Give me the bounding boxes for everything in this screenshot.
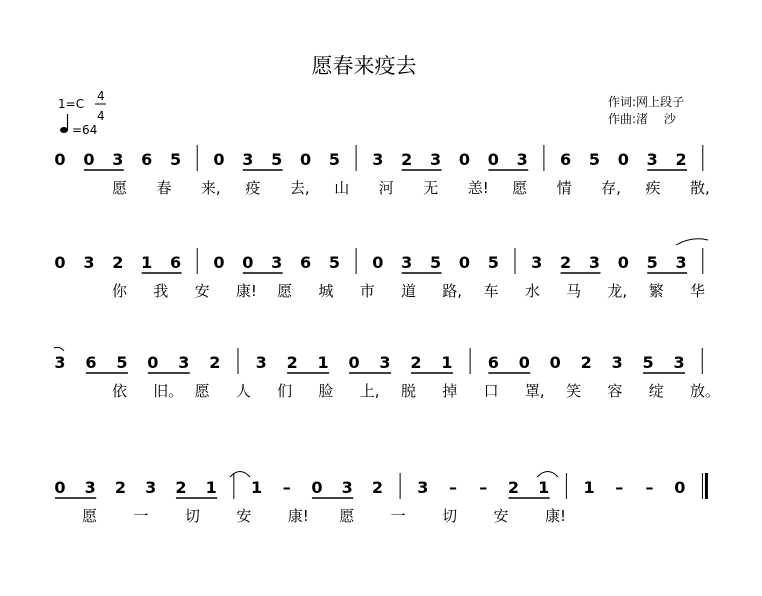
lyric-syllable: 掉 [442, 382, 458, 400]
note: 1 [141, 253, 153, 272]
note: 1 [317, 353, 329, 372]
note: 0 [147, 353, 159, 372]
note: 5 [588, 150, 601, 169]
note: – [645, 478, 654, 497]
lyricist-credit: 作词:网上段子 [608, 95, 685, 109]
note: 0 [213, 253, 225, 272]
lyric-syllable: 绽 [648, 382, 664, 400]
lyric-syllable: 存, [601, 179, 621, 197]
lyric-syllable: 无 [423, 179, 439, 197]
lyric-syllable: 疫 [245, 179, 261, 197]
note: 0 [54, 253, 66, 272]
lyric-syllable: 我 [153, 282, 169, 300]
note: 2 [580, 353, 592, 372]
lyric-syllable: 疾 [645, 179, 661, 197]
lyric-syllable: 道 [401, 282, 417, 300]
lyric-syllable: 华 [690, 282, 706, 300]
note: 0 [518, 353, 530, 372]
lyric-syllable: 上, [359, 382, 380, 400]
note: 2 [401, 150, 413, 169]
time-signature-bottom: 4 [97, 109, 105, 123]
lyric-syllable: 安 [493, 507, 509, 525]
note: 0 [372, 253, 384, 272]
note: 1 [205, 478, 217, 497]
note: 3 [588, 253, 601, 272]
note: 3 [341, 478, 353, 497]
note: 3 [379, 353, 391, 372]
lyric-syllable: 口 [483, 382, 499, 400]
lyric-syllable: 去, [289, 179, 310, 197]
lyric-syllable: 车 [483, 282, 499, 300]
note: 6 [169, 253, 182, 272]
note: 6 [85, 353, 97, 372]
lyric-syllable: 一 [133, 507, 149, 525]
note: 3 [112, 150, 124, 169]
lyric-syllable: 脱 [401, 382, 417, 400]
time-signature-top: 4 [97, 89, 105, 103]
lyric-syllable: 康! [287, 507, 309, 525]
lyric-syllable: 依 [112, 382, 128, 400]
note: 6 [299, 253, 312, 272]
note: 0 [549, 353, 561, 372]
lyric-syllable: 放。 [690, 382, 721, 400]
key-label: 1=C [58, 97, 85, 111]
note: 3 [516, 150, 528, 169]
lyric-syllable: 愿 [112, 179, 128, 197]
note: 0 [458, 150, 471, 169]
note: 3 [271, 253, 283, 272]
lyric-syllable: 繁 [648, 282, 664, 300]
note: 0 [617, 150, 629, 169]
lyric-syllable: 马 [566, 282, 582, 300]
staff-system [54, 348, 720, 400]
note: 5 [642, 353, 654, 372]
note: 0 [674, 478, 686, 497]
lyric-syllable: 愿 [512, 179, 528, 197]
note: 3 [675, 253, 687, 272]
lyric-syllable: 愿 [339, 507, 355, 525]
note: 2 [175, 478, 187, 497]
lyric-syllable: 脸 [318, 382, 334, 400]
lyric-syllable: 市 [359, 282, 375, 300]
note: 3 [401, 253, 413, 272]
lyric-syllable: 安 [194, 282, 210, 300]
quarter-note-icon [60, 114, 68, 133]
note: 0 [299, 150, 312, 169]
note: 5 [429, 253, 442, 272]
lyric-syllable: 切 [184, 507, 200, 525]
note: 5 [116, 353, 128, 372]
note: 3 [673, 353, 685, 372]
note: 1 [583, 478, 595, 497]
lyric-syllable: 你 [112, 282, 128, 300]
lyric-syllable: 龙, [607, 282, 628, 300]
note: 5 [328, 253, 341, 272]
staff-systems [54, 145, 720, 525]
lyric-syllable: 山 [334, 179, 350, 197]
song-title: 愿春来疫去 [311, 54, 417, 78]
note: 2 [507, 478, 520, 497]
note: 0 [458, 253, 471, 272]
note: 6 [487, 353, 499, 372]
note: – [449, 478, 458, 497]
lyric-syllable: 河 [378, 179, 394, 197]
note: 3 [429, 150, 442, 169]
note: 3 [531, 253, 543, 272]
lyric-syllable: 康! [235, 282, 257, 300]
note: 3 [83, 253, 95, 272]
note: 6 [141, 150, 153, 169]
note: 2 [371, 478, 384, 497]
note: 1 [538, 478, 550, 497]
note: 5 [328, 150, 341, 169]
lyric-syllable: 旧。 [153, 382, 184, 400]
note: 3 [54, 353, 66, 372]
note: – [282, 478, 291, 497]
note: 1 [441, 353, 453, 372]
note: 0 [617, 253, 629, 272]
key-signature [58, 89, 106, 137]
note: 3 [611, 353, 623, 372]
note: 3 [242, 150, 254, 169]
note: 5 [271, 150, 283, 169]
lyric-syllable: 来, [200, 179, 221, 197]
note: – [615, 478, 624, 497]
lyric-syllable: 容 [607, 382, 623, 400]
note: 2 [114, 478, 127, 497]
note: 0 [311, 478, 323, 497]
lyric-syllable: 愿 [82, 507, 98, 525]
note: 5 [487, 253, 499, 272]
note: 3 [178, 353, 190, 372]
note: 1 [250, 478, 263, 497]
note: 0 [348, 353, 360, 372]
lyric-syllable: 笑 [566, 382, 582, 400]
note: 3 [145, 478, 157, 497]
note: 5 [169, 150, 182, 169]
lyric-syllable: 春 [156, 179, 172, 197]
note: 3 [255, 353, 267, 372]
lyric-syllable: 恙! [467, 179, 489, 197]
lyric-syllable: 水 [524, 282, 540, 300]
note: 2 [559, 253, 572, 272]
note: 3 [417, 478, 429, 497]
staff-system [54, 248, 705, 300]
note: 6 [559, 150, 572, 169]
note: 0 [54, 150, 66, 169]
lyric-syllable: 愿 [194, 382, 210, 400]
lyric-syllable: 康! [545, 507, 567, 525]
note: 0 [54, 478, 66, 497]
note: 0 [213, 150, 225, 169]
note: 3 [646, 150, 658, 169]
note: 2 [410, 353, 422, 372]
note: 3 [84, 478, 96, 497]
lyric-syllable: 人 [235, 382, 251, 400]
lyric-syllable: 愿 [277, 282, 293, 300]
lyric-syllable: 散, [690, 179, 710, 197]
note: 2 [675, 150, 687, 169]
lyric-syllable: 情 [556, 179, 572, 197]
lyric-syllable: 城 [318, 282, 334, 300]
staff-system [54, 145, 709, 197]
lyric-syllable: 们 [277, 382, 293, 400]
composer-credit: 作曲:渚 沙 [608, 112, 676, 126]
note: – [479, 478, 488, 497]
note: 5 [646, 253, 658, 272]
lyric-syllable: 安 [236, 507, 252, 525]
lyric-syllable: 一 [390, 507, 406, 525]
note: 0 [242, 253, 254, 272]
note: 2 [209, 353, 221, 372]
lyric-syllable: 罩, [524, 382, 545, 400]
tempo-label: =64 [72, 123, 98, 137]
note: 3 [372, 150, 384, 169]
lyric-syllable: 路, [442, 282, 463, 300]
note: 0 [83, 150, 95, 169]
note: 2 [112, 253, 124, 272]
note: 0 [487, 150, 499, 169]
note: 2 [286, 353, 298, 372]
lyric-syllable: 切 [442, 507, 458, 525]
staff-system [54, 473, 706, 525]
